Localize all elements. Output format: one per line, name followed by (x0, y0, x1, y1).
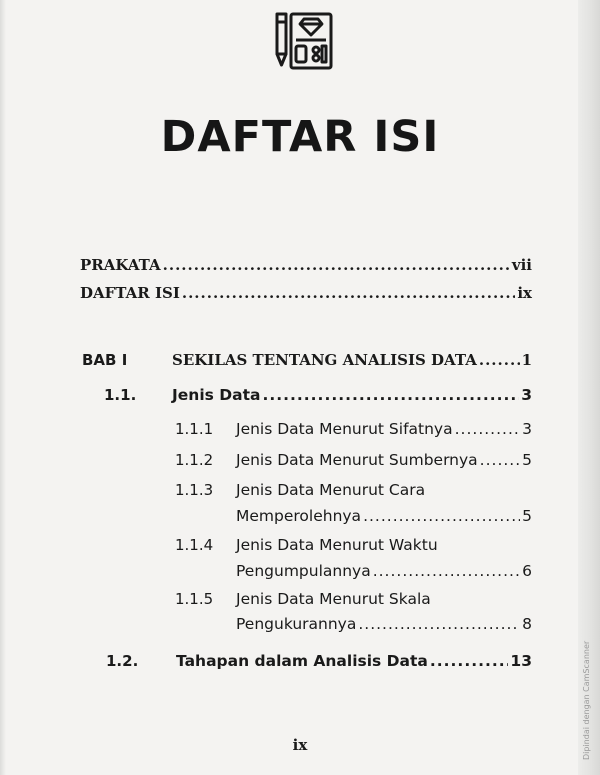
subsection-number: 1.1.2 (175, 451, 214, 469)
toc-entry-chapter[interactable] (172, 351, 532, 369)
chapter-number: BAB I (82, 351, 128, 369)
toc-page: 1 (521, 351, 532, 369)
toc-entry-section-1-2[interactable] (176, 652, 532, 670)
toc-leader (480, 451, 520, 469)
toc-label: DAFTAR ISI (80, 284, 180, 302)
toc-leader (363, 507, 520, 525)
toc-leader (430, 652, 509, 670)
subsection-number: 1.1.1 (175, 420, 214, 438)
toc-page: 3 (521, 386, 532, 404)
toc-leader (358, 615, 520, 633)
toc-label: SEKILAS TENTANG ANALISIS DATA (172, 351, 477, 369)
toc-label: Jenis Data Menurut Cara (236, 481, 426, 499)
toc-page: 5 (522, 451, 532, 469)
toc-entry-section-1-1[interactable] (172, 386, 532, 404)
toc-entry-1-1-4-line1 (236, 536, 438, 554)
toc-page: 5 (522, 507, 532, 525)
toc-page: 6 (522, 562, 532, 580)
toc-entry-daftar-isi[interactable] (80, 284, 532, 302)
toc-leader (373, 562, 520, 580)
toc-label: Tahapan dalam Analisis Data (176, 652, 428, 670)
toc-entry-1-1-2[interactable] (236, 451, 532, 469)
toc-label: Jenis Data Menurut Skala (236, 590, 431, 608)
toc-page: 8 (522, 615, 532, 633)
subsection-number: 1.1.4 (175, 536, 214, 554)
toc-entry-1-1-3-line1 (236, 481, 425, 499)
book-pencil-calculator-icon (272, 10, 336, 72)
section-number: 1.2. (106, 652, 139, 670)
toc-entry-1-1-3[interactable] (236, 507, 532, 525)
toc-entry-1-1-5[interactable] (236, 615, 532, 633)
toc-leader (455, 420, 521, 438)
toc-label: Jenis Data (172, 386, 261, 404)
toc-entry-1-1-5-line1 (236, 590, 431, 608)
toc-label: Jenis Data Menurut Sifatnya (236, 420, 453, 438)
toc-leader (262, 386, 519, 404)
toc-leader (479, 351, 520, 369)
scanner-watermark: Dipindai dengan CamScanner (582, 640, 591, 760)
toc-leader (163, 256, 510, 274)
page-number: ix (292, 736, 308, 754)
toc-page: 13 (510, 652, 532, 670)
toc-entry-1-1-4[interactable] (236, 562, 532, 580)
section-number: 1.1. (104, 386, 137, 404)
toc-label-continued: Pengumpulannya (236, 562, 371, 580)
toc-page: 3 (522, 420, 532, 438)
toc-page: vii (511, 256, 532, 274)
page-title: DAFTAR ISI (160, 112, 440, 162)
toc-entry-prakata[interactable] (80, 256, 532, 274)
subsection-number: 1.1.3 (175, 481, 214, 499)
toc-label-continued: Pengukurannya (236, 615, 357, 633)
toc-leader (182, 284, 516, 302)
toc-page: ix (517, 284, 532, 302)
toc-label: PRAKATA (80, 256, 161, 274)
toc-label: Jenis Data Menurut Waktu (236, 536, 438, 554)
toc-label-continued: Memperolehnya (236, 507, 362, 525)
toc-label: Jenis Data Menurut Sumbernya (236, 451, 478, 469)
toc-entry-1-1-1[interactable] (236, 420, 532, 438)
subsection-number: 1.1.5 (175, 590, 214, 608)
